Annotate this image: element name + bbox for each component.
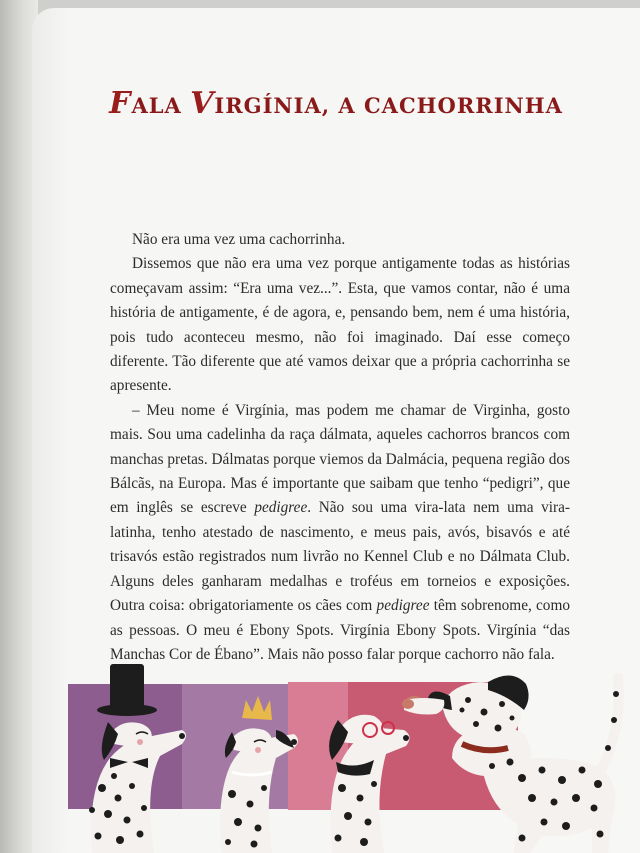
paragraph-3-em-2: pedigree — [376, 597, 430, 615]
story-text — [110, 228, 570, 667]
paragraph-3-part-b: . Não sou uma vira-lata nem uma vira-latinha, tenho atestado de nascimento, e meus pais, avós, bisavós e até trisavós estão registrados num livrão no Kennel Club e no Dálmata Club. Alguns deles ganharam medalhas e troféus em torneios e exposições. Outra coisa: obrigatoriamente os cães com — [110, 499, 571, 615]
title-part-1: ALA — [131, 93, 191, 118]
paragraph-2: Dissemos que não era uma vez porque antigamente todas as histórias começavam assim: “Era uma vez...”. Esta, que vamos contar, não é uma história de antigamente, é de agora, e, pensando bem, nem é uma história, pois tudo aconteceu mesmo, não foi imaginado. Daí esse começo diferente. Tão diferente que até vamos deixar que a própria cachorrinha se apresente. — [110, 255, 570, 395]
paragraph-3-part-a: – Meu nome é Virgínia, mas podem me chamar de Virginha, gosto mais. Sou uma cadelinha da raça dálmata, aqueles cachorros brancos com manchas pretas. Dálmatas porque viemos da Dalmácia, pequena região dos Bálcãs, na Europa. Mas é importante que saibam que tenho “pedigri”, que em inglês se escreve — [110, 401, 571, 517]
top-hat — [110, 664, 144, 708]
book-page — [32, 8, 640, 853]
paragraph-1: Não era uma vez uma cachorrinha. — [132, 231, 346, 248]
paragraph-3-part-c: têm sobrenome, como as pessoas. O meu é Ebony Spots. Virgínia Ebony Spots. Virgínia “das Manchas Cor de Ébano”. Mais não posso falar porque cachorro não fala. — [110, 597, 571, 663]
title-initial-f: F — [109, 86, 132, 121]
dalmatians-illustration — [32, 638, 640, 853]
chapter-title — [32, 86, 640, 121]
paragraph-3 — [110, 399, 570, 667]
title-initial-v: V — [190, 86, 215, 121]
title-part-2: IRGÍNIA, A CACHORRINHA — [214, 93, 563, 118]
paragraph-3-em-1: pedigree — [254, 499, 308, 517]
nose — [402, 699, 414, 709]
